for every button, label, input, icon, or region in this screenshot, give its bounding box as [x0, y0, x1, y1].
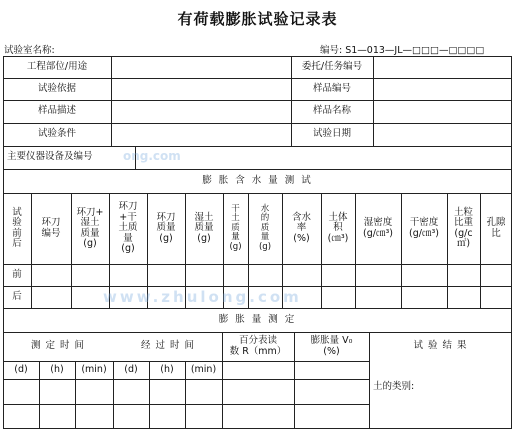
wet-soil-mass-header: 湿土 质量 (g) [194, 211, 214, 244]
section-swell-title: 膨 胀 量 测 定 [218, 313, 297, 325]
sample-name-label: 样品名称 [312, 105, 351, 117]
measure-time-header: 测 定 时 间 [30, 340, 86, 352]
row-after-label: 后 [12, 290, 22, 302]
soil-volume-header: 土体 积 (㎝³) [327, 211, 349, 244]
unit-day-1: (d) [14, 363, 28, 375]
lab-name-label: 试验室名称: [4, 45, 55, 56]
ring-number-header: 环刀 编号 [41, 217, 61, 239]
unit-minute-2: (min) [190, 363, 217, 375]
project-part-label: 工程部位/用途 [26, 60, 88, 72]
record-sheet [3, 56, 513, 429]
commission-number-label: 委托/任务编号 [301, 60, 363, 72]
elapsed-time-header: 经 过 时 间 [140, 340, 196, 352]
swell-ratio-header: 膨胀量 V₀ (%) [310, 335, 353, 357]
ring-dry-soil-mass-header: 环刀 +干 土质 量 (g) [118, 201, 138, 255]
test-date-label: 试验日期 [312, 128, 351, 140]
unit-day-2: (d) [124, 363, 138, 375]
moisture-content-header: 含水 率 (%) [291, 211, 311, 244]
test-result-header: 试 验 结 果 [413, 340, 468, 352]
sample-description-label: 样品描述 [37, 105, 76, 117]
document-title: 有荷载膨胀试验记录表 [177, 10, 338, 28]
wet-density-header: 湿密度 (g/㎝³) [363, 217, 393, 239]
dry-soil-mass-header: 干 土 质 量 (g) [229, 203, 242, 252]
section-moisture-title: 膨 胀 含 水 量 测 试 [202, 174, 313, 186]
ring-wet-soil-mass-header: 环刀+ 湿土 质量 (g) [76, 206, 104, 249]
void-ratio-header: 孔隙 比 [486, 217, 506, 239]
watermark-large: www.zhulong.com [103, 288, 302, 306]
before-after-header: 试 验 前 后 [12, 206, 22, 249]
test-conditions-label: 试验条件 [37, 128, 76, 140]
watermark: ong.com [123, 149, 181, 163]
test-basis-label: 试验依据 [37, 82, 76, 94]
equipment-label: 主要仪器设备及编号 [7, 151, 93, 163]
unit-hour-2: (h) [160, 363, 174, 375]
unit-minute-1: (min) [81, 363, 107, 375]
document-number: 编号: S1—013—JL—□□□—□□□□ [320, 45, 485, 56]
ring-mass-header: 环刀 质量 (g) [156, 211, 176, 244]
dry-density-header: 干密度 (g/㎝³) [409, 217, 439, 239]
dial-reading-header: 百分表读 数 R（mm） [229, 335, 287, 357]
soil-type-label: 土的类别: [373, 380, 415, 392]
row-before-label: 前 [12, 268, 22, 280]
unit-hour-1: (h) [50, 363, 64, 375]
water-mass-header: 水 的 质 量 (g) [258, 203, 272, 252]
sample-number-label: 样品编号 [312, 82, 351, 94]
specific-gravity-header: 土粒 比重 (g/c ㎡) [453, 206, 473, 249]
